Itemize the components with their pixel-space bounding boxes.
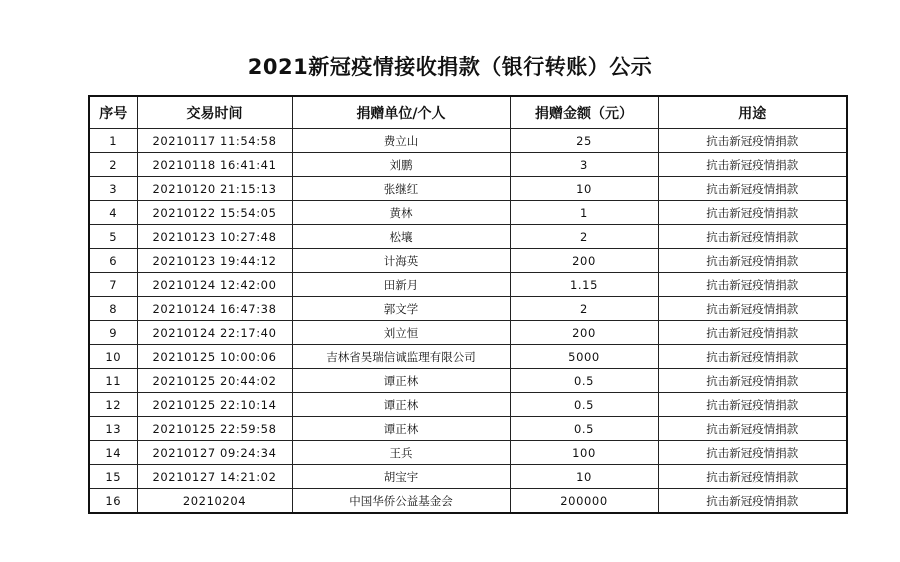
cell-donor: 郭文学 <box>292 297 510 321</box>
cell-purpose: 抗击新冠疫情捐款 <box>658 417 847 441</box>
header-time: 交易时间 <box>137 96 292 129</box>
page-title: 2021新冠疫情接收捐款（银行转账）公示 <box>247 55 653 79</box>
cell-purpose: 抗击新冠疫情捐款 <box>658 129 847 153</box>
cell-time: 20210127 09:24:34 <box>137 441 292 465</box>
cell-amount: 5000 <box>510 345 658 369</box>
cell-purpose: 抗击新冠疫情捐款 <box>658 465 847 489</box>
cell-seq: 5 <box>89 225 137 249</box>
cell-seq: 12 <box>89 393 137 417</box>
cell-amount: 10 <box>510 465 658 489</box>
cell-seq: 3 <box>89 177 137 201</box>
cell-purpose: 抗击新冠疫情捐款 <box>658 369 847 393</box>
cell-purpose: 抗击新冠疫情捐款 <box>658 393 847 417</box>
cell-amount: 3 <box>510 153 658 177</box>
table-row <box>89 273 847 297</box>
cell-time: 20210124 16:47:38 <box>137 297 292 321</box>
cell-amount: 0.5 <box>510 369 658 393</box>
cell-purpose: 抗击新冠疫情捐款 <box>658 297 847 321</box>
cell-purpose: 抗击新冠疫情捐款 <box>658 321 847 345</box>
cell-seq: 10 <box>89 345 137 369</box>
cell-amount: 100 <box>510 441 658 465</box>
cell-amount: 2 <box>510 297 658 321</box>
cell-donor: 费立山 <box>292 129 510 153</box>
table-row <box>89 441 847 465</box>
cell-time: 20210125 20:44:02 <box>137 369 292 393</box>
cell-time: 20210125 22:59:58 <box>137 417 292 441</box>
header-seq: 序号 <box>89 96 137 129</box>
table-row <box>89 177 847 201</box>
cell-donor: 张继红 <box>292 177 510 201</box>
cell-purpose: 抗击新冠疫情捐款 <box>658 441 847 465</box>
cell-amount: 200 <box>510 321 658 345</box>
cell-donor: 刘立恒 <box>292 321 510 345</box>
donation-table <box>88 95 848 514</box>
cell-time: 20210127 14:21:02 <box>137 465 292 489</box>
cell-time: 20210124 12:42:00 <box>137 273 292 297</box>
table-row <box>89 297 847 321</box>
cell-amount: 2 <box>510 225 658 249</box>
cell-donor: 松壤 <box>292 225 510 249</box>
cell-donor: 黄林 <box>292 201 510 225</box>
cell-purpose: 抗击新冠疫情捐款 <box>658 177 847 201</box>
cell-seq: 11 <box>89 369 137 393</box>
header-purpose: 用途 <box>658 96 847 129</box>
table-row <box>89 345 847 369</box>
cell-time: 20210120 21:15:13 <box>137 177 292 201</box>
table-row <box>89 249 847 273</box>
cell-seq: 14 <box>89 441 137 465</box>
table-row <box>89 489 847 514</box>
cell-purpose: 抗击新冠疫情捐款 <box>658 225 847 249</box>
cell-donor: 刘鹏 <box>292 153 510 177</box>
cell-time: 20210124 22:17:40 <box>137 321 292 345</box>
cell-time: 20210125 10:00:06 <box>137 345 292 369</box>
table-row <box>89 153 847 177</box>
cell-seq: 7 <box>89 273 137 297</box>
table-row <box>89 393 847 417</box>
cell-amount: 0.5 <box>510 417 658 441</box>
cell-seq: 16 <box>89 489 137 514</box>
cell-time: 20210125 22:10:14 <box>137 393 292 417</box>
cell-seq: 9 <box>89 321 137 345</box>
table-row <box>89 465 847 489</box>
cell-amount: 1 <box>510 201 658 225</box>
cell-purpose: 抗击新冠疫情捐款 <box>658 201 847 225</box>
header-donor: 捐赠单位/个人 <box>292 96 510 129</box>
table-body <box>89 129 847 514</box>
table-row <box>89 417 847 441</box>
cell-purpose: 抗击新冠疫情捐款 <box>658 153 847 177</box>
table-row <box>89 225 847 249</box>
cell-time: 20210123 10:27:48 <box>137 225 292 249</box>
cell-donor: 吉林省昊瑞信诚监理有限公司 <box>292 345 510 369</box>
cell-amount: 200000 <box>510 489 658 514</box>
cell-time: 20210123 19:44:12 <box>137 249 292 273</box>
cell-amount: 25 <box>510 129 658 153</box>
cell-amount: 0.5 <box>510 393 658 417</box>
cell-donor: 谭正林 <box>292 369 510 393</box>
cell-seq: 13 <box>89 417 137 441</box>
cell-amount: 10 <box>510 177 658 201</box>
cell-seq: 4 <box>89 201 137 225</box>
cell-seq: 6 <box>89 249 137 273</box>
cell-donor: 谭正林 <box>292 417 510 441</box>
cell-seq: 15 <box>89 465 137 489</box>
cell-seq: 1 <box>89 129 137 153</box>
cell-purpose: 抗击新冠疫情捐款 <box>658 345 847 369</box>
cell-time: 20210117 11:54:58 <box>137 129 292 153</box>
cell-seq: 8 <box>89 297 137 321</box>
cell-donor: 胡宝宇 <box>292 465 510 489</box>
cell-donor: 计海英 <box>292 249 510 273</box>
cell-purpose: 抗击新冠疫情捐款 <box>658 489 847 514</box>
cell-amount: 200 <box>510 249 658 273</box>
table-row <box>89 129 847 153</box>
cell-donor: 中国华侨公益基金会 <box>292 489 510 514</box>
table-row <box>89 321 847 345</box>
table-header-row <box>89 96 847 129</box>
cell-purpose: 抗击新冠疫情捐款 <box>658 249 847 273</box>
cell-donor: 田新月 <box>292 273 510 297</box>
table-row <box>89 201 847 225</box>
cell-donor: 王兵 <box>292 441 510 465</box>
cell-seq: 2 <box>89 153 137 177</box>
cell-time: 20210118 16:41:41 <box>137 153 292 177</box>
header-amount: 捐赠金额（元） <box>510 96 658 129</box>
cell-time: 20210204 <box>137 489 292 514</box>
cell-donor: 谭正林 <box>292 393 510 417</box>
cell-amount: 1.15 <box>510 273 658 297</box>
table-row <box>89 369 847 393</box>
cell-time: 20210122 15:54:05 <box>137 201 292 225</box>
cell-purpose: 抗击新冠疫情捐款 <box>658 273 847 297</box>
